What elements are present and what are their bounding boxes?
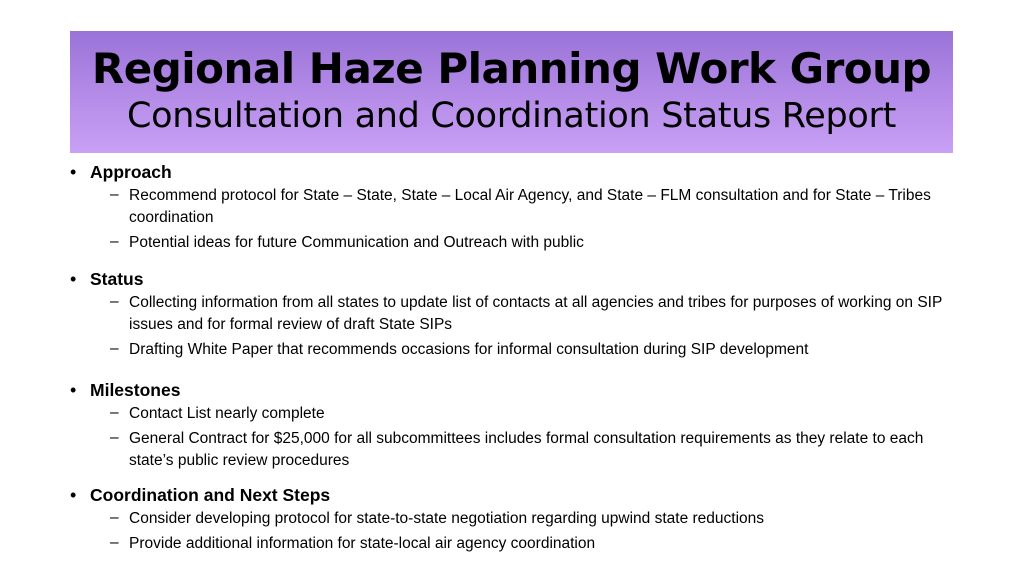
dash-icon: – bbox=[110, 404, 119, 421]
list-item-text: Consider developing protocol for state-to-state negotiation regarding upwind state reductions bbox=[129, 510, 765, 527]
list-item bbox=[110, 508, 969, 530]
bullet-icon: • bbox=[70, 485, 77, 505]
list-item bbox=[110, 185, 969, 229]
section-coordination bbox=[70, 484, 960, 555]
list-item-text: General Contract for $25,000 for all subcommittees includes formal consultation requirements as they relate to each state’s public review procedures bbox=[129, 430, 924, 469]
list-item bbox=[110, 428, 969, 472]
list-item bbox=[110, 232, 969, 254]
list-item-text: Potential ideas for future Communication and Outreach with public bbox=[129, 234, 584, 251]
list-item-text: Recommend protocol for State – State, State – Local Air Agency, and State – FLM consultation and for State – Tribes coordination bbox=[129, 187, 931, 226]
slide-title: Regional Haze Planning Work Group bbox=[91, 44, 932, 93]
dash-icon: – bbox=[110, 509, 119, 526]
section-heading: Approach bbox=[90, 162, 172, 182]
list-item-text: Drafting White Paper that recommends occasions for informal consultation during SIP development bbox=[129, 341, 809, 358]
list-item bbox=[110, 292, 969, 336]
section-heading: Milestones bbox=[90, 380, 181, 400]
bullet-icon: • bbox=[70, 269, 77, 289]
dash-icon: – bbox=[110, 429, 119, 446]
section-heading: Coordination and Next Steps bbox=[90, 485, 331, 505]
section-heading: Status bbox=[90, 269, 144, 289]
section-approach bbox=[70, 161, 960, 254]
dash-icon: – bbox=[110, 293, 119, 310]
dash-icon: – bbox=[110, 340, 119, 357]
list-item-text: Provide additional information for state-local air agency coordination bbox=[129, 535, 596, 552]
bullet-icon: • bbox=[70, 380, 77, 400]
dash-icon: – bbox=[110, 534, 119, 551]
list-item bbox=[110, 339, 969, 361]
dash-icon: – bbox=[110, 233, 119, 250]
list-item bbox=[110, 533, 969, 555]
bullet-icon: • bbox=[70, 162, 77, 182]
dash-icon: – bbox=[110, 186, 119, 203]
section-status bbox=[70, 268, 960, 361]
list-item-text: Collecting information from all states to update list of contacts at all agencies and tribes for purposes of working on SIP issues and for formal review of draft State SIPs bbox=[129, 294, 943, 333]
slide-subtitle: Consultation and Coordination Status Report bbox=[126, 96, 897, 136]
section-milestones bbox=[70, 379, 960, 472]
list-item bbox=[110, 403, 969, 425]
list-item-text: Contact List nearly complete bbox=[129, 405, 325, 422]
